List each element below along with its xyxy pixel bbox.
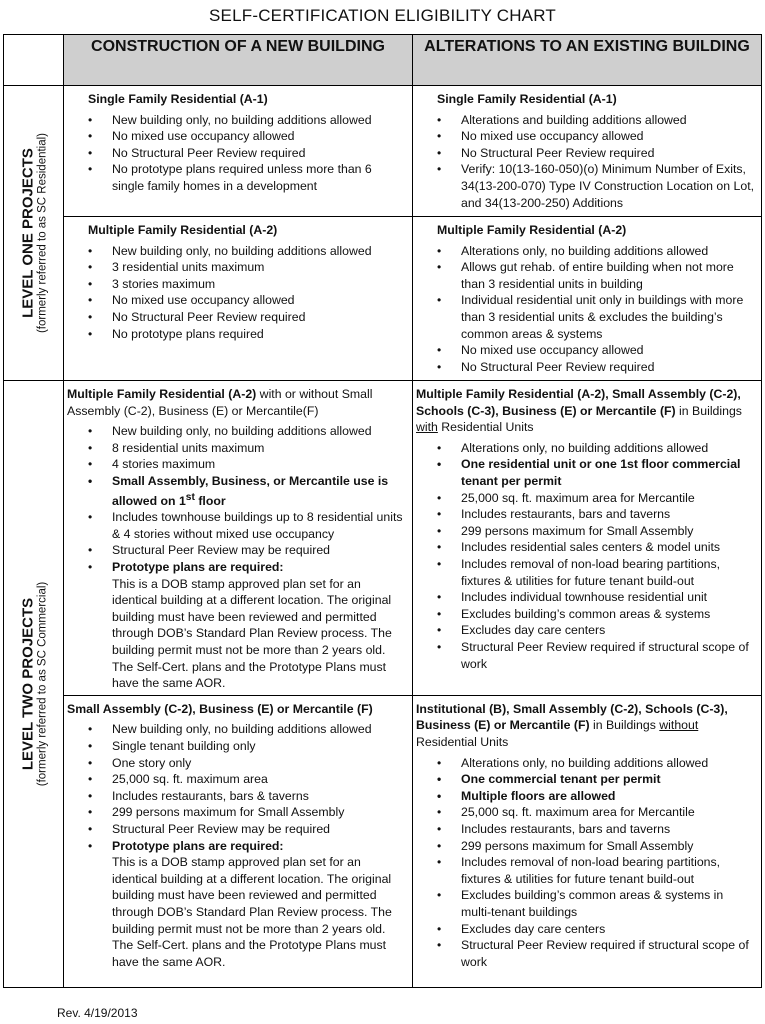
criteria-list: [88, 423, 406, 692]
list-item: • Alterations only, no building additions allowed: [461, 243, 755, 260]
list-item-bold: • Multiple floors are allowed: [461, 788, 755, 805]
level-two-alter-without-residential: Institutional (B), Small Assembly (C-2), Schools (C-3), Business (E) or Mercantile (F) in Buildings without Residential Units • Alterations only, no building additions allowed • One commercial tenant per permit • Multiple floors are allowed • 25,000 sq. ft. maximum area for Mercantile • Includes restaurants, bars and taverns • 299 persons maximum for Small Assembly • Includes removal of non-load bearing partitions, fixtures & utilities for future tenant build-out • Excludes building’s common areas & systems in multi-tenant buildings • Excludes day care centers • Structural Peer Review required if structural scope of work: [413, 695, 762, 987]
list-item: • No mixed use occupancy allowed: [112, 292, 406, 309]
cell-title: Small Assembly (C-2), Business (E) or Mercantile (F): [67, 701, 373, 716]
prototype-title: Prototype plans are required:: [112, 560, 284, 575]
list-item: • No Structural Peer Review required: [112, 145, 406, 162]
criteria-list: [88, 243, 406, 343]
level-one-alter-multi-family: [413, 217, 762, 381]
list-item: • No mixed use occupancy allowed: [461, 342, 755, 359]
revision-date: Rev. 4/19/2013: [57, 1006, 138, 1020]
cell-title: Single Family Residential (A-1): [88, 92, 268, 106]
list-item: • 4 stories maximum: [112, 456, 406, 473]
level-one-row-a: [4, 86, 762, 217]
criteria-list: [437, 112, 755, 212]
level-two-title: LEVEL TWO PROJECTS: [19, 597, 36, 771]
list-item: • Structural Peer Review required if structural scope of work: [461, 937, 755, 970]
list-item: • Structural Peer Review may be required: [112, 542, 406, 559]
level-one-label-cell: [4, 86, 64, 381]
list-item: • Includes residential sales centers & model units: [461, 539, 755, 556]
level-two-new-assembly-business: [64, 695, 413, 987]
list-item: • Excludes building’s common areas & systems: [461, 606, 755, 623]
level-one-title: LEVEL ONE PROJECTS: [19, 148, 36, 318]
list-item: • New building only, no building additions allowed: [112, 721, 406, 738]
header-row: [4, 35, 762, 86]
list-item: • Excludes day care centers: [461, 622, 755, 639]
level-two-new-multi-family: [64, 381, 413, 696]
list-item: • 299 persons maximum for Small Assembly: [112, 804, 406, 821]
list-item: • One story only: [112, 755, 406, 772]
list-item: • Structural Peer Review required if structural scope of work: [461, 639, 755, 672]
level-one-row-b: [4, 217, 762, 381]
list-item: • 299 persons maximum for Small Assembly: [461, 523, 755, 540]
list-item: • Allows gut rehab. of entire building when not more than 3 residential units in building: [461, 259, 755, 292]
page-title: SELF-CERTIFICATION ELIGIBILITY CHART: [209, 6, 556, 25]
level-two-subtitle: (formerly referred to as SC Commercial): [36, 581, 48, 787]
list-item: • 3 stories maximum: [112, 276, 406, 293]
list-item-prototype: [112, 838, 406, 971]
list-item: • No Structural Peer Review required: [461, 359, 755, 376]
list-item-prototype: [112, 559, 406, 692]
cell-title: Institutional (B), Small Assembly (C-2), Schools (C-3), Business (E) or Mercantile (F): [416, 701, 728, 733]
cell-title: Multiple Family Residential (A-2): [437, 223, 627, 237]
list-item: • New building only, no building additions allowed: [112, 423, 406, 440]
list-item: • 25,000 sq. ft. maximum area for Mercantile: [461, 490, 755, 507]
list-item: • Individual residential unit only in buildings with more than 3 residential units & excludes the building’s common areas & systems: [461, 292, 755, 342]
level-two-row-b: [4, 695, 762, 987]
level-two-label-cell: [4, 381, 64, 988]
level-one-new-single-family: [64, 86, 413, 217]
prototype-text: This is a DOB stamp approved plan set for an identical building at a different location. The original building must have been reviewed and permitted through DOB’s Standard Plan Review process. The building permit must not be more than 2 years old. The Self-Cert. plans and the Prototype Plans must have the same AOR.: [112, 855, 392, 969]
list-item: • Includes removal of non-load bearing partitions, fixtures & utilities for future tenant build-out: [461, 556, 755, 589]
criteria-list: [437, 440, 755, 672]
level-one-new-multi-family: [64, 217, 413, 381]
corner-cell: [4, 35, 64, 86]
cell-title: Single Family Residential (A-1): [437, 92, 617, 106]
list-item: • Single tenant building only: [112, 738, 406, 755]
cell-title: Multiple Family Residential (A-2): [67, 387, 257, 401]
cell-title: Multiple Family Residential (A-2), Small Assembly (C-2), Schools (C-3), Business (E) or Mercantile (F): [416, 387, 741, 418]
level-two-alter-with-residential: Multiple Family Residential (A-2), Small Assembly (C-2), Schools (C-3), Business (E) or Mercantile (F) in Buildings with Residential Units • Alterations only, no building additions allowed • One residential unit or one 1st floor commercial tenant per permit • 25,000 sq. ft. maximum area for Mercantile • Includes restaurants, bars and taverns • 299 persons maximum for Small Assembly • Includes residential sales centers & model units • Includes removal of non-load bearing partitions, fixtures & utilities for future tenant build-out • Includes individual townhouse residential unit • Excludes building’s common areas & systems • Excludes day care centers • Structural Peer Review required if structural scope of work: [413, 381, 762, 696]
list-item: • Includes restaurants, bars and taverns: [461, 506, 755, 523]
list-item-bold: • One commercial tenant per permit: [461, 771, 755, 788]
column-header-alterations: ALTERATIONS TO AN EXISTING BUILDING: [413, 35, 762, 86]
list-item: • 8 residential units maximum: [112, 440, 406, 457]
list-item: • 3 residential units maximum: [112, 259, 406, 276]
list-item: • No Structural Peer Review required: [112, 309, 406, 326]
column-header-new-building: CONSTRUCTION OF A NEW BUILDING: [64, 35, 413, 86]
prototype-text: This is a DOB stamp approved plan set for an identical building at a different location. The original building must have been reviewed and permitted through DOB’s Standard Plan Review process. The building permit must not be more than 2 years old. The Self-Cert. plans and the Prototype Plans must have the same AOR.: [112, 576, 392, 691]
list-item: • Alterations and building additions allowed: [461, 112, 755, 129]
list-item: • Verify: 10(13-160-050)(o) Minimum Number of Exits, 34(13-200-070) Type IV Construction Location on Lot, and 34(13-200-250) Additions: [461, 161, 755, 211]
criteria-list: [437, 755, 755, 971]
list-item: • 25,000 sq. ft. maximum area: [112, 771, 406, 788]
level-two-row-a: [4, 381, 762, 696]
list-item: • New building only, no building additions allowed: [112, 112, 406, 129]
level-one-subtitle: (formerly referred to as SC Residential): [36, 132, 48, 334]
cell-title: Multiple Family Residential (A-2): [88, 223, 278, 237]
list-item: • No Structural Peer Review required: [461, 145, 755, 162]
list-item: • New building only, no building additions allowed: [112, 243, 406, 260]
list-item: • Alterations only, no building additions allowed: [461, 440, 755, 457]
list-item-bold: • Small Assembly, Business, or Mercantile use is allowed on 1st floor: [112, 473, 406, 509]
list-item: • 25,000 sq. ft. maximum area for Mercantile: [461, 804, 755, 821]
prototype-title: Prototype plans are required:: [112, 838, 284, 853]
list-item: • Structural Peer Review may be required: [112, 821, 406, 838]
list-item: • No prototype plans required: [112, 326, 406, 343]
list-item: • 299 persons maximum for Small Assembly: [461, 838, 755, 855]
list-item: • Includes townhouse buildings up to 8 residential units & 4 stories without mixed use occupancy: [112, 509, 406, 542]
list-item: • No mixed use occupancy allowed: [112, 128, 406, 145]
criteria-list: [88, 721, 406, 970]
eligibility-table: [3, 34, 762, 988]
cell-title-rest: with or without Small Assembly (C-2), Business (E) or Mercantile(F): [67, 387, 373, 418]
list-item-bold: • One residential unit or one 1st floor commercial tenant per permit: [461, 456, 755, 489]
criteria-list: [88, 112, 406, 195]
list-item: • Excludes building’s common areas & systems in multi-tenant buildings: [461, 887, 755, 920]
list-item: • No mixed use occupancy allowed: [461, 128, 755, 145]
criteria-list: [437, 243, 755, 376]
list-item: • Alterations only, no building additions allowed: [461, 755, 755, 772]
list-item: • Includes removal of non-load bearing partitions, fixtures & utilities for future tenant build-out: [461, 854, 755, 887]
list-item: • Includes restaurants, bars & taverns: [112, 788, 406, 805]
list-item: • No prototype plans required unless more than 6 single family homes in a development: [112, 161, 406, 194]
list-item: • Excludes day care centers: [461, 921, 755, 938]
list-item: • Includes individual townhouse residential unit: [461, 589, 755, 606]
list-item: • Includes restaurants, bars and taverns: [461, 821, 755, 838]
level-one-alter-single-family: [413, 86, 762, 217]
